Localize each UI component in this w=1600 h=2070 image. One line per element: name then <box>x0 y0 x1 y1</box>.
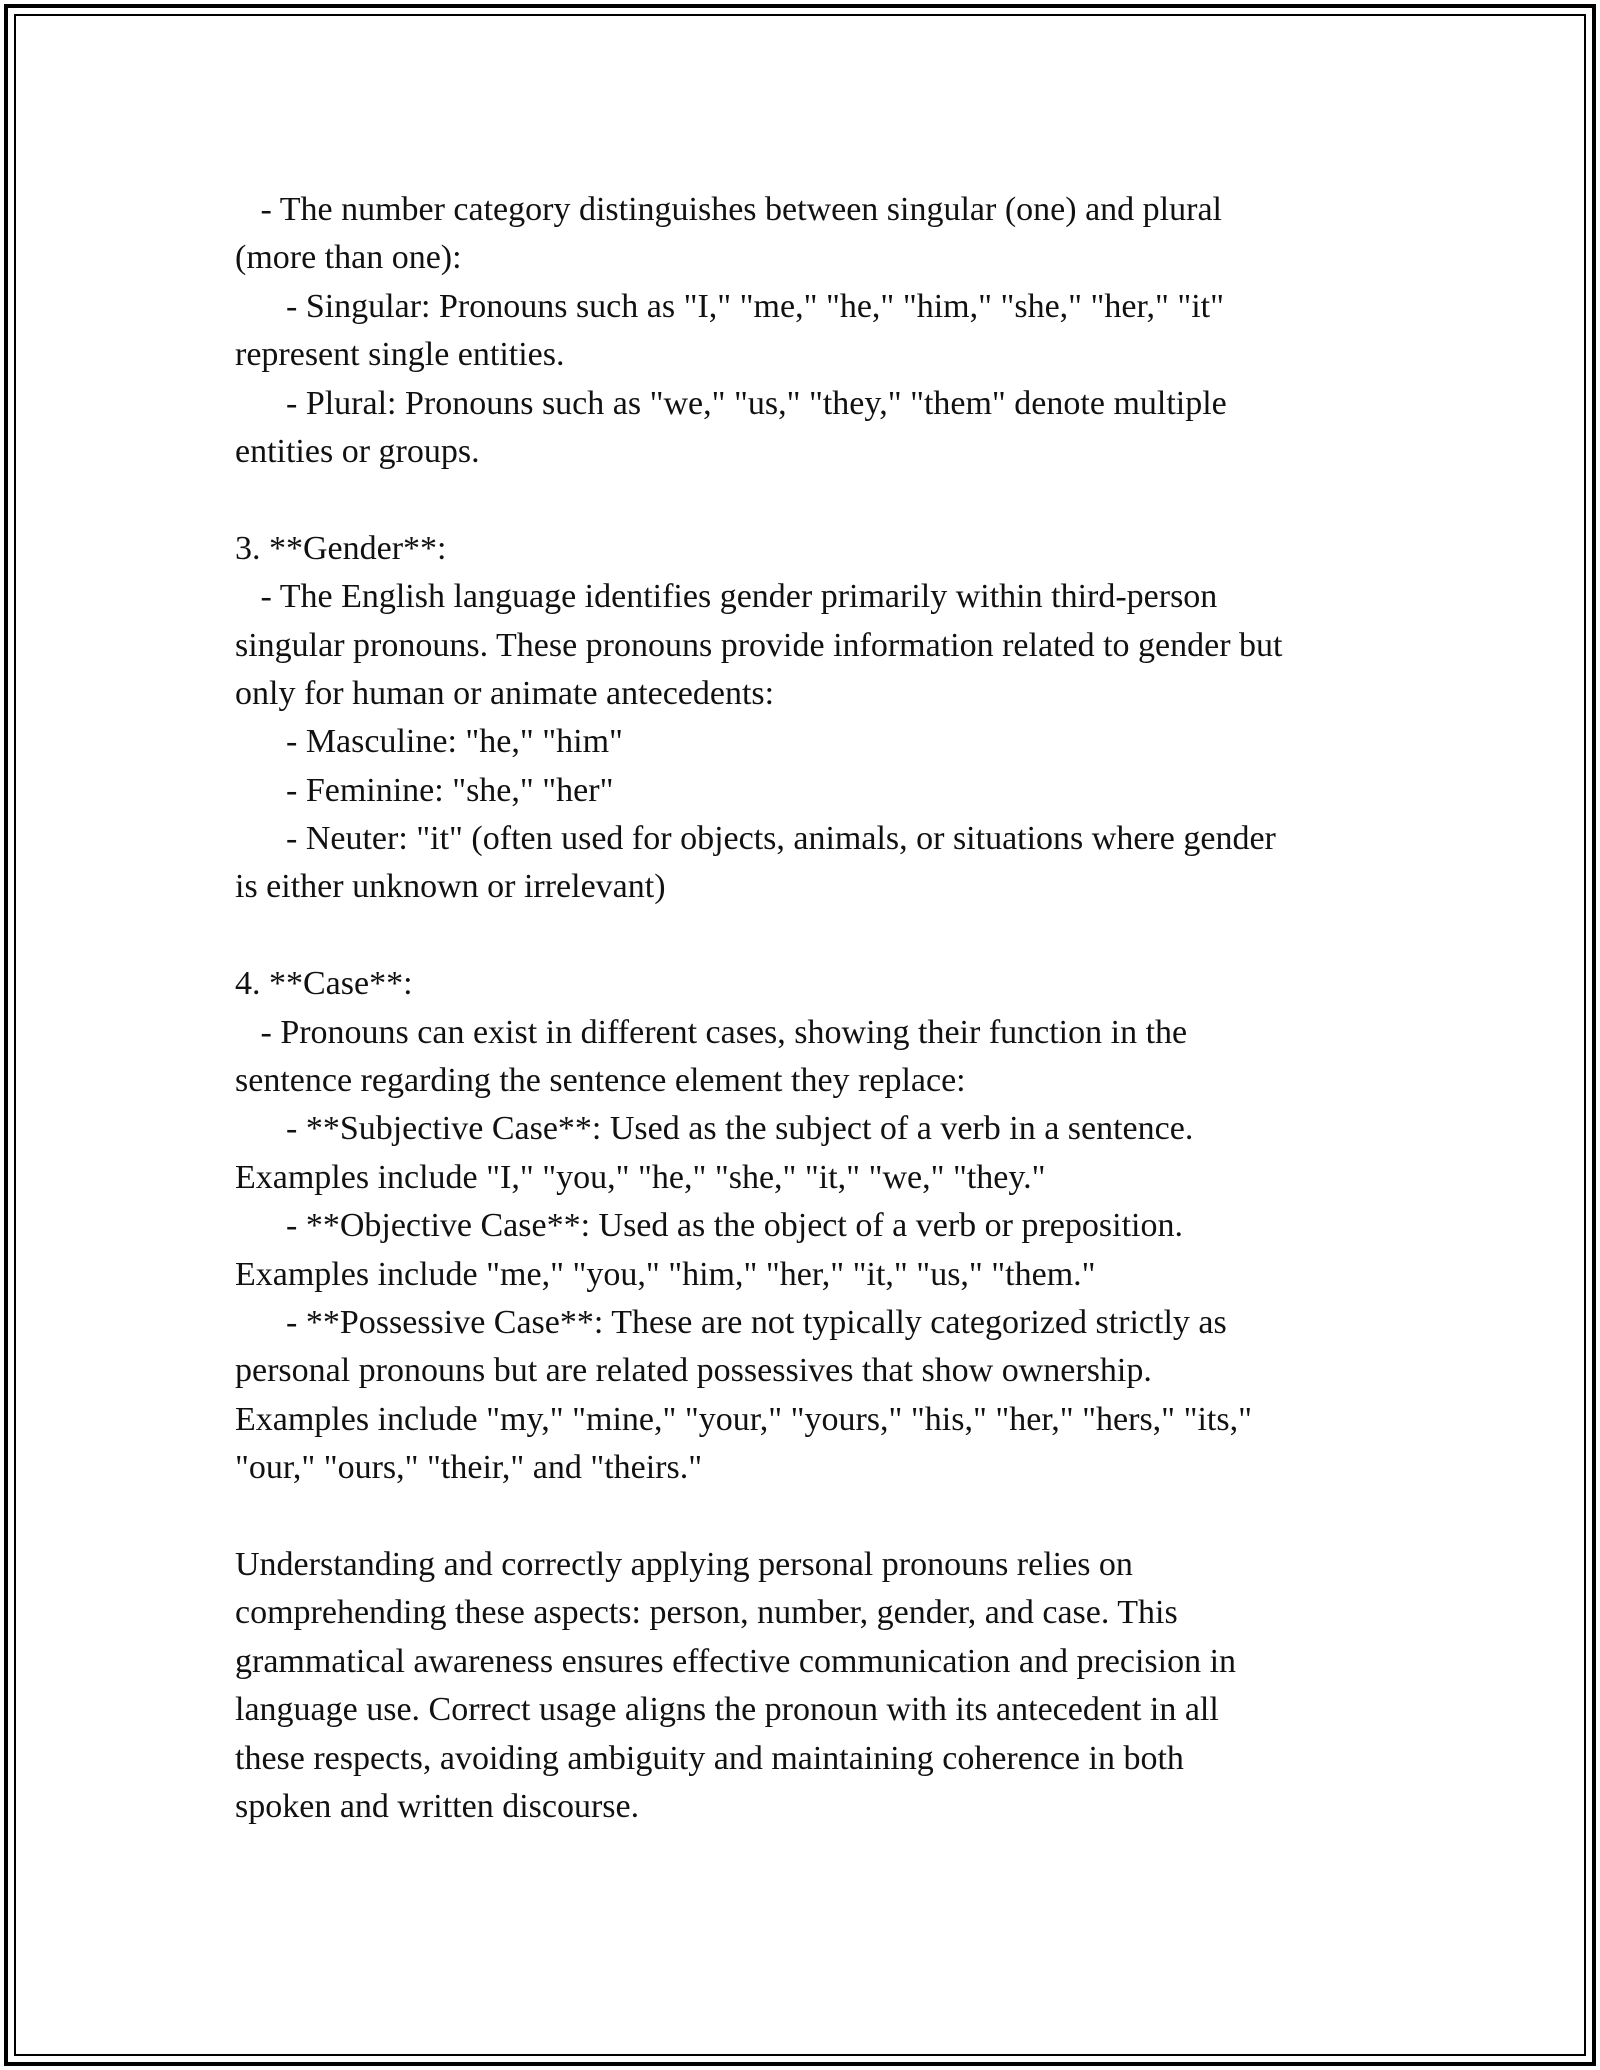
number-intro-line-2: (more than one): <box>235 239 462 277</box>
case-section <box>235 960 1385 1492</box>
conclusion-paragraph <box>235 1541 1385 1831</box>
singular-line-2: represent single entities. <box>235 336 565 374</box>
possessive-line-4: "our," "ours," "their," and "theirs." <box>235 1449 703 1487</box>
conclusion-line-6: spoken and written discourse. <box>235 1787 640 1825</box>
conclusion-line-2: comprehending these aspects: person, number, gender, and case. This <box>235 1594 1178 1632</box>
gender-heading: 3. **Gender**: <box>235 529 447 567</box>
paragraph-spacer <box>235 1493 1385 1541</box>
case-intro-line-2: sentence regarding the sentence element they replace: <box>235 1062 966 1100</box>
case-heading: 4. **Case**: <box>235 965 413 1003</box>
subjective-line-2: Examples include "I," "you," "he," "she," "it," "we," "they." <box>235 1158 1046 1196</box>
gender-section <box>235 525 1385 912</box>
paragraph-spacer <box>235 476 1385 524</box>
case-intro-line-1: - Pronouns can exist in different cases, showing their function in the <box>235 1013 1188 1051</box>
number-section <box>235 186 1385 476</box>
neuter-line-2: is either unknown or irrelevant) <box>235 868 666 906</box>
paragraph-spacer <box>235 912 1385 960</box>
possessive-line-3: Examples include "my," "mine," "your," "yours," "his," "her," "hers," "its," <box>235 1400 1252 1438</box>
conclusion-line-1: Understanding and correctly applying personal pronouns relies on <box>235 1545 1133 1583</box>
document-body <box>235 186 1385 1831</box>
objective-line-2: Examples include "me," "you," "him," "her," "it," "us," "them." <box>235 1255 1096 1293</box>
gender-intro-line-2: singular pronouns. These pronouns provide information related to gender but <box>235 626 1283 664</box>
feminine-line: - Feminine: "she," "her" <box>235 771 614 809</box>
gender-intro-line-1: - The English language identifies gender primarily within third-person <box>235 578 1218 616</box>
possessive-line-1: - **Possessive Case**: These are not typically categorized strictly as <box>235 1303 1227 1341</box>
conclusion-line-5: these respects, avoiding ambiguity and maintaining coherence in both <box>235 1739 1184 1777</box>
masculine-line: - Masculine: "he," "him" <box>235 723 623 761</box>
subjective-line-1: - **Subjective Case**: Used as the subject of a verb in a sentence. <box>235 1110 1194 1148</box>
singular-line-1: - Singular: Pronouns such as "I," "me," "he," "him," "she," "her," "it" <box>235 287 1225 325</box>
number-intro-line-1: - The number category distinguishes between singular (one) and plural <box>235 191 1222 228</box>
conclusion-line-4: language use. Correct usage aligns the pronoun with its antecedent in all <box>235 1691 1219 1729</box>
possessive-line-2: personal pronouns but are related possessives that show ownership. <box>235 1352 1152 1390</box>
plural-line-1: - Plural: Pronouns such as "we," "us," "they," "them" denote multiple <box>235 384 1227 422</box>
objective-line-1: - **Objective Case**: Used as the object of a verb or preposition. <box>235 1207 1183 1245</box>
neuter-line-1: - Neuter: "it" (often used for objects, animals, or situations where gender <box>235 820 1276 858</box>
gender-intro-line-3: only for human or animate antecedents: <box>235 674 775 712</box>
plural-line-2: entities or groups. <box>235 432 480 470</box>
conclusion-line-3: grammatical awareness ensures effective communication and precision in <box>235 1642 1237 1680</box>
